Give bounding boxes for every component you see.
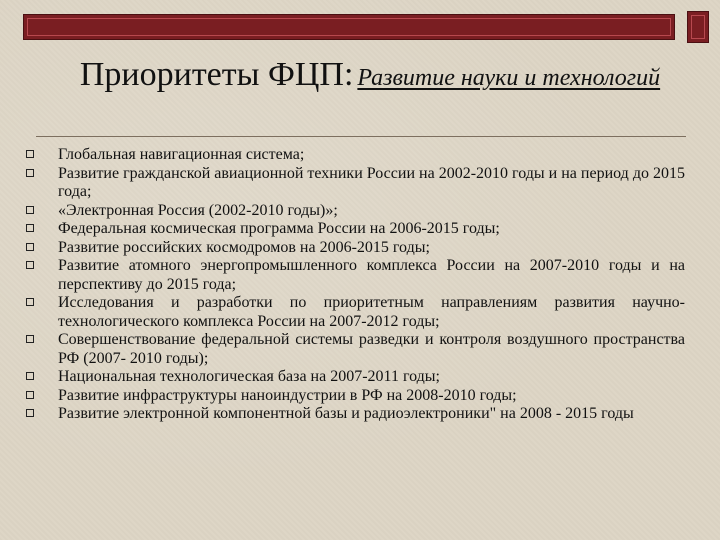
corner-decoration-box	[687, 11, 709, 43]
slide-title	[60, 52, 680, 104]
hollow-square-bullet-icon	[26, 391, 34, 399]
list-item-text: Исследования и разработки по приоритетным направлениям развития научно-технологического комплекса России на 2007-2012 годы;	[58, 294, 685, 330]
hollow-square-bullet-icon	[26, 224, 34, 232]
list-item	[25, 405, 685, 424]
list-item-text: Национальная технологическая база на 2007-2011 годы;	[58, 368, 440, 385]
list-item	[25, 202, 685, 221]
hollow-square-bullet-icon	[26, 298, 34, 306]
hollow-square-bullet-icon	[26, 243, 34, 251]
list-item-text: Развитие атомного энергопромышленного комплекса России на 2007-2010 годы и на перспективу до 2015 года;	[58, 257, 685, 293]
title-subtitle: Развитие науки и технологий	[357, 65, 661, 91]
list-item	[25, 387, 685, 406]
list-item-text: Глобальная навигационная система;	[58, 146, 305, 163]
list-item-text: Совершенствование федеральной системы разведки и контроля воздушного пространства РФ (2007- 2010 годы);	[58, 331, 685, 367]
hollow-square-bullet-icon	[26, 169, 34, 177]
list-item	[25, 239, 685, 258]
list-item	[25, 294, 685, 331]
hollow-square-bullet-icon	[26, 150, 34, 158]
list-item	[25, 220, 685, 239]
header-decoration-inner	[27, 18, 671, 36]
hollow-square-bullet-icon	[26, 409, 34, 417]
list-item-text: Развитие российских космодромов на 2006-2015 годы;	[58, 238, 430, 256]
list-item-text: Развитие инфраструктуры наноиндустрии в РФ на 2008-2010 годы;	[58, 386, 517, 404]
list-item-text: Развитие гражданской авиационной техники России на 2002-2010 годы и на период до 2015 года;	[58, 164, 685, 200]
hollow-square-bullet-icon	[26, 261, 34, 269]
title-divider	[36, 136, 686, 137]
list-item	[25, 165, 685, 202]
list-item-text: Федеральная космическая программа России на 2006-2015 годы;	[58, 220, 500, 237]
list-item-text: Развитие электронной компонентной базы и радиоэлектроники" на 2008 - 2015 годы	[58, 405, 634, 422]
list-item	[25, 146, 685, 165]
hollow-square-bullet-icon	[26, 372, 34, 380]
list-item-text: «Электронная Россия (2002-2010 годы)»;	[58, 201, 338, 219]
title-main: Приоритеты ФЦП:	[79, 56, 354, 93]
hollow-square-bullet-icon	[26, 335, 34, 343]
priorities-list	[25, 146, 685, 424]
list-item	[25, 257, 685, 294]
header-decoration-bar	[23, 14, 675, 40]
list-item	[25, 331, 685, 368]
hollow-square-bullet-icon	[26, 206, 34, 214]
list-item	[25, 368, 685, 387]
